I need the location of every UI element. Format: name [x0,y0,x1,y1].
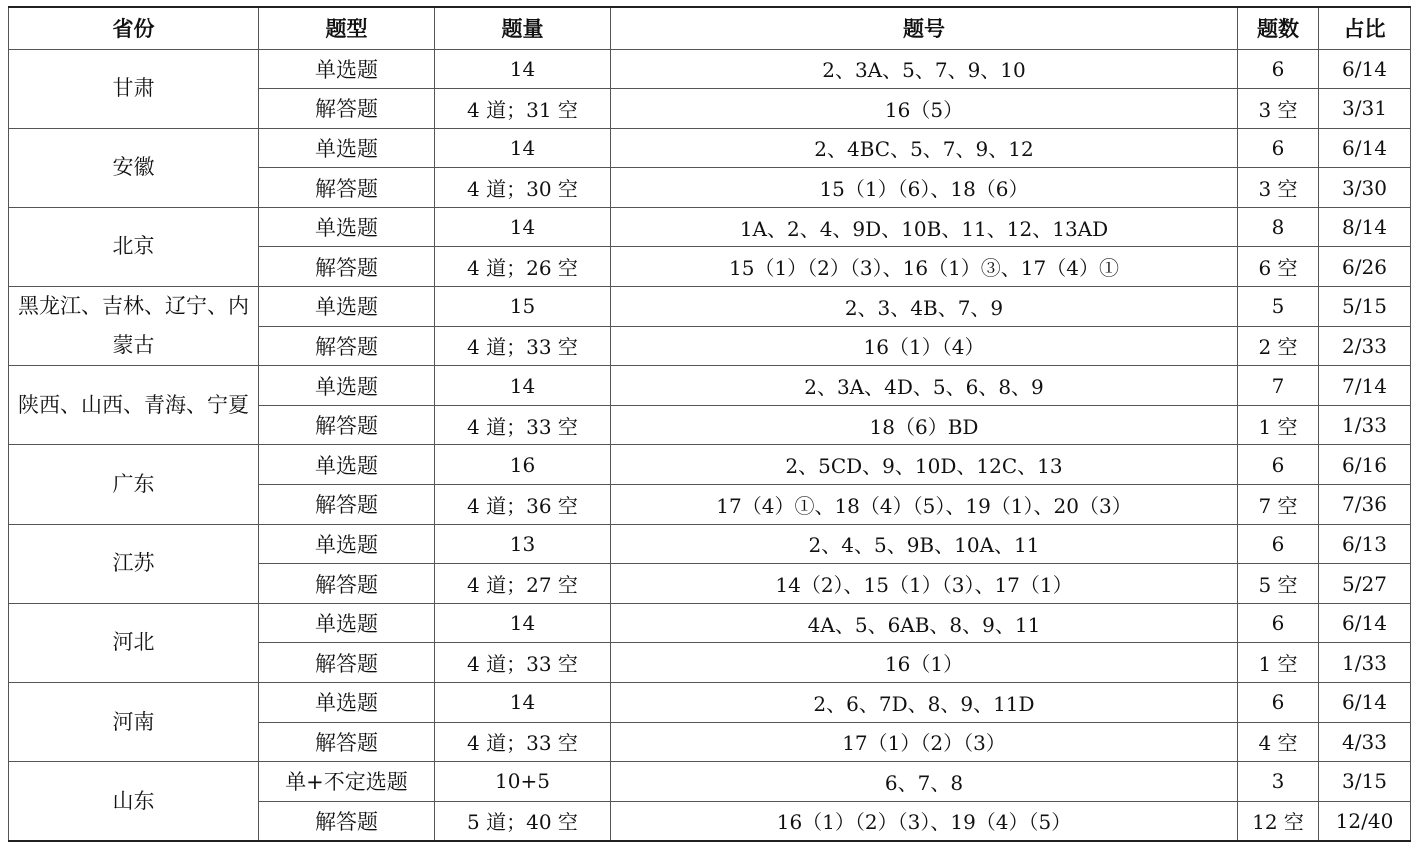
count-cell: 4 道；33 空 [435,405,611,445]
table-row [9,207,1411,247]
header-ratio: 占比 [1319,7,1411,49]
count-cell: 14 [435,683,611,723]
total-cell: 3 空 [1238,168,1319,208]
total-cell: 2 空 [1238,326,1319,366]
numbers-cell: 16（5） [611,89,1238,129]
ratio-cell: 6/14 [1319,128,1411,168]
type-cell: 单选题 [259,128,435,168]
province-cell: 甘肃 [9,49,259,128]
numbers-cell: 17（4）①、18（4）（5）、19（1）、20（3） [611,485,1238,525]
type-cell: 单选题 [259,49,435,89]
ratio-cell: 6/13 [1319,524,1411,564]
count-cell: 4 道；33 空 [435,326,611,366]
type-cell: 解答题 [259,485,435,525]
count-cell: 4 道；33 空 [435,722,611,762]
data-table-container [8,6,1410,842]
numbers-cell: 16（1）（4） [611,326,1238,366]
numbers-cell: 2、4、5、9B、10A、11 [611,524,1238,564]
province-cell: 广东 [9,445,259,524]
numbers-cell: 2、4BC、5、7、9、12 [611,128,1238,168]
table-row [9,128,1411,168]
numbers-cell: 16（1） [611,643,1238,683]
total-cell: 4 空 [1238,722,1319,762]
numbers-cell: 14（2）、15（1）（3）、17（1） [611,564,1238,604]
type-cell: 单选题 [259,445,435,485]
table-row [9,49,1411,89]
total-cell: 12 空 [1238,801,1319,841]
numbers-cell: 6、7、8 [611,762,1238,802]
total-cell: 1 空 [1238,405,1319,445]
province-cell: 河北 [9,603,259,682]
total-cell: 6 [1238,445,1319,485]
total-cell: 7 [1238,366,1319,406]
province-cell: 江苏 [9,524,259,603]
count-cell: 4 道；30 空 [435,168,611,208]
type-cell: 单选题 [259,287,435,327]
ratio-cell: 7/36 [1319,485,1411,525]
numbers-cell: 2、3A、5、7、9、10 [611,49,1238,89]
count-cell: 5 道；40 空 [435,801,611,841]
type-cell: 单+不定选题 [259,762,435,802]
ratio-cell: 3/31 [1319,89,1411,129]
header-question-numbers: 题号 [611,7,1238,49]
header-question-amount: 题量 [435,7,611,49]
header-question-type: 题型 [259,7,435,49]
numbers-cell: 2、6、7D、8、9、11D [611,683,1238,723]
type-cell: 解答题 [259,643,435,683]
header-question-total: 题数 [1238,7,1319,49]
table-row [9,366,1411,406]
numbers-cell: 2、3、4B、7、9 [611,287,1238,327]
total-cell: 5 空 [1238,564,1319,604]
table-row [9,683,1411,723]
type-cell: 解答题 [259,405,435,445]
type-cell: 单选题 [259,207,435,247]
total-cell: 8 [1238,207,1319,247]
ratio-cell: 4/33 [1319,722,1411,762]
type-cell: 解答题 [259,89,435,129]
count-cell: 14 [435,49,611,89]
province-cell: 黑龙江、吉林、辽宁、内蒙古 [9,287,259,366]
type-cell: 单选题 [259,524,435,564]
numbers-cell: 4A、5、6AB、8、9、11 [611,603,1238,643]
ratio-cell: 6/26 [1319,247,1411,287]
numbers-cell: 2、3A、4D、5、6、8、9 [611,366,1238,406]
table-row [9,445,1411,485]
ratio-cell: 6/16 [1319,445,1411,485]
ratio-cell: 2/33 [1319,326,1411,366]
count-cell: 4 道；36 空 [435,485,611,525]
count-cell: 4 道；33 空 [435,643,611,683]
type-cell: 解答题 [259,564,435,604]
count-cell: 4 道；31 空 [435,89,611,129]
ratio-cell: 6/14 [1319,49,1411,89]
table-row [9,762,1411,802]
ratio-cell: 1/33 [1319,405,1411,445]
type-cell: 解答题 [259,247,435,287]
count-cell: 4 道；27 空 [435,564,611,604]
type-cell: 解答题 [259,801,435,841]
province-cell: 山东 [9,762,259,841]
count-cell: 14 [435,128,611,168]
ratio-cell: 5/27 [1319,564,1411,604]
numbers-cell: 2、5CD、9、10D、12C、13 [611,445,1238,485]
count-cell: 10+5 [435,762,611,802]
total-cell: 1 空 [1238,643,1319,683]
count-cell: 15 [435,287,611,327]
province-cell: 河南 [9,683,259,762]
type-cell: 解答题 [259,326,435,366]
count-cell: 14 [435,603,611,643]
total-cell: 5 [1238,287,1319,327]
total-cell: 6 空 [1238,247,1319,287]
type-cell: 解答题 [259,722,435,762]
type-cell: 单选题 [259,683,435,723]
type-cell: 解答题 [259,168,435,208]
numbers-cell: 15（1）（2）（3）、16（1）③、17（4）① [611,247,1238,287]
total-cell: 6 [1238,128,1319,168]
count-cell: 13 [435,524,611,564]
total-cell: 6 [1238,603,1319,643]
province-cell: 北京 [9,207,259,286]
total-cell: 6 [1238,683,1319,723]
ratio-cell: 3/30 [1319,168,1411,208]
ratio-cell: 5/15 [1319,287,1411,327]
count-cell: 14 [435,207,611,247]
table-row [9,524,1411,564]
count-cell: 14 [435,366,611,406]
numbers-cell: 17（1）（2）（3） [611,722,1238,762]
ratio-cell: 1/33 [1319,643,1411,683]
type-cell: 单选题 [259,603,435,643]
numbers-cell: 16（1）（2）（3）、19（4）（5） [611,801,1238,841]
ratio-cell: 6/14 [1319,683,1411,723]
header-province: 省份 [9,7,259,49]
count-cell: 16 [435,445,611,485]
ratio-cell: 3/15 [1319,762,1411,802]
ratio-cell: 8/14 [1319,207,1411,247]
count-cell: 4 道；26 空 [435,247,611,287]
total-cell: 6 [1238,524,1319,564]
total-cell: 7 空 [1238,485,1319,525]
numbers-cell: 1A、2、4、9D、10B、11、12、13AD [611,207,1238,247]
ratio-cell: 7/14 [1319,366,1411,406]
table-row [9,603,1411,643]
total-cell: 3 [1238,762,1319,802]
type-cell: 单选题 [259,366,435,406]
exam-question-table [8,6,1411,842]
ratio-cell: 12/40 [1319,801,1411,841]
numbers-cell: 15（1）（6）、18（6） [611,168,1238,208]
table-header-row [9,7,1411,49]
province-cell: 安徽 [9,128,259,207]
total-cell: 6 [1238,49,1319,89]
ratio-cell: 6/14 [1319,603,1411,643]
numbers-cell: 18（6）BD [611,405,1238,445]
table-row [9,287,1411,327]
total-cell: 3 空 [1238,89,1319,129]
province-cell: 陕西、山西、青海、宁夏 [9,366,259,445]
